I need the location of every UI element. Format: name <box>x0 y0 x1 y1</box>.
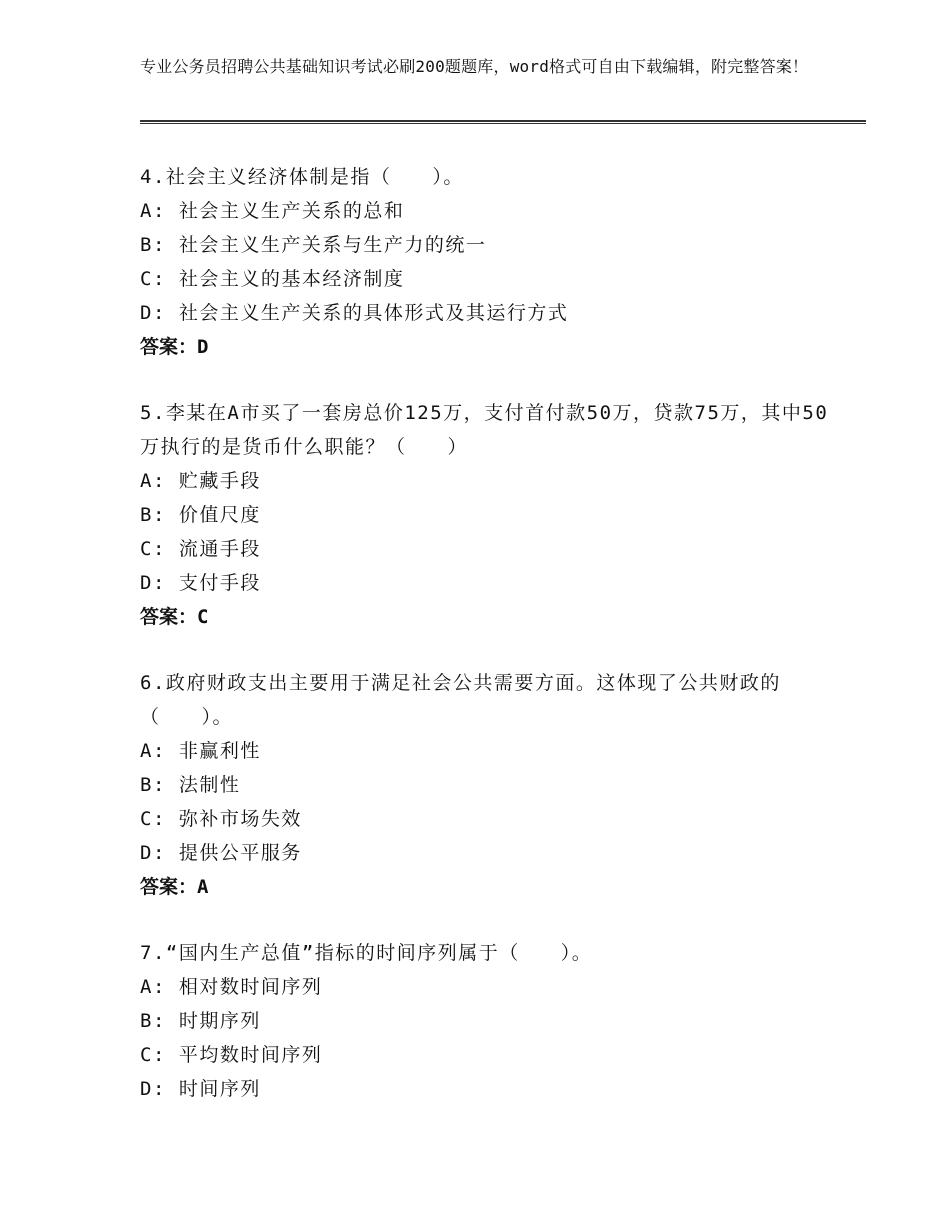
answer-line <box>140 870 840 904</box>
option-d: D: 提供公平服务 <box>140 842 302 864</box>
option-c: C: 平均数时间序列 <box>140 1044 323 1066</box>
answer-label: 答案： <box>140 336 198 358</box>
answer-value: C <box>197 606 209 628</box>
option-d: D: 时间序列 <box>140 1078 261 1100</box>
option-b: B: 法制性 <box>140 774 241 796</box>
question-6 <box>140 666 840 904</box>
option-c: C: 弥补市场失效 <box>140 808 302 830</box>
option-a: A: 社会主义生产关系的总和 <box>140 200 405 222</box>
option-b: B: 社会主义生产关系与生产力的统一 <box>140 234 487 256</box>
question-stem: 6.政府财政支出主要用于满足社会公共需要方面。这体现了公共财政的（ ）。 <box>140 672 781 728</box>
option-b: B: 价值尺度 <box>140 504 261 526</box>
question-stem: 5.李某在A市买了一套房总价125万，支付首付款50万，贷款75万，其中50万执行的是货币什么职能？（ ） <box>140 402 829 458</box>
question-4 <box>140 160 840 364</box>
header-divider <box>140 120 866 124</box>
question-5 <box>140 396 840 634</box>
option-c: C: 流通手段 <box>140 538 261 560</box>
document-header: 专业公务员招聘公共基础知识考试必刷200题题库，word格式可自由下载编辑，附完整答案！ <box>140 57 809 76</box>
answer-line <box>140 330 840 364</box>
option-a: A: 相对数时间序列 <box>140 976 323 998</box>
option-d: D: 支付手段 <box>140 572 261 594</box>
answer-label: 答案： <box>140 876 198 898</box>
answer-line <box>140 600 840 634</box>
question-list <box>140 160 840 1138</box>
answer-value: D <box>197 336 209 358</box>
option-c: C: 社会主义的基本经济制度 <box>140 268 405 290</box>
option-a: A: 非赢利性 <box>140 740 261 762</box>
question-stem: 4.社会主义经济体制是指（ ）。 <box>140 166 464 188</box>
option-b: B: 时期序列 <box>140 1010 261 1032</box>
option-a: A: 贮藏手段 <box>140 470 261 492</box>
option-d: D: 社会主义生产关系的具体形式及其运行方式 <box>140 302 569 324</box>
answer-label: 答案： <box>140 606 198 628</box>
question-stem: 7.“国内生产总值”指标的时间序列属于（ ）。 <box>140 942 593 964</box>
answer-value: A <box>197 876 209 898</box>
question-7 <box>140 936 840 1106</box>
